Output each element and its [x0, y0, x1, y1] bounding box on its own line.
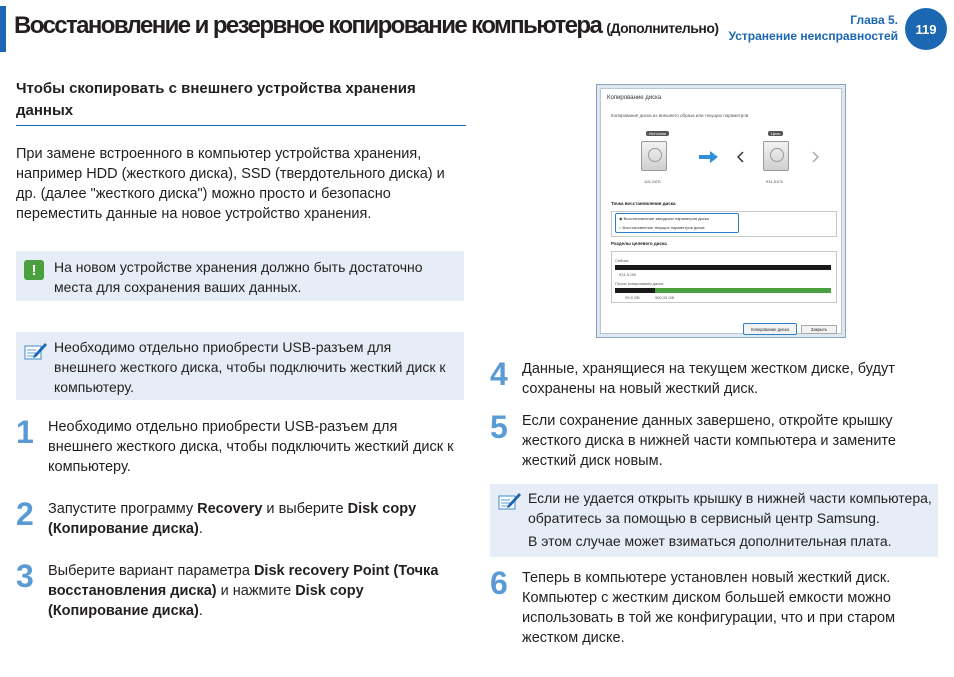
current-partition-bar — [615, 265, 831, 270]
step-2-number: 2 — [16, 496, 34, 532]
page-title-main: Восстановление и резервное копирование компьютера — [14, 12, 602, 39]
chapter-info — [729, 12, 898, 44]
close-button[interactable]: Закрыть — [801, 325, 837, 334]
chevron-left-icon[interactable] — [737, 151, 745, 163]
pencil-note-icon — [496, 490, 522, 512]
partitions-panel — [611, 251, 837, 303]
step-6-text: Теперь в компьютере установлен новый жесткий диск. Компьютер с жестким диском большей емкости можно использовать в той же конфигурации, что и при старом жестком диске. — [522, 570, 896, 646]
window-title: Копирование диска — [607, 95, 662, 101]
caution-box — [16, 251, 464, 301]
window-description: Копирование диска из внешнего образа или текущих параметров — [611, 113, 749, 118]
intro-paragraph: При замене встроенного в компьютер устройства хранения, например HDD (жесткого диска), SSD (твердотельного диска) и др. (далее "жесткого диска") можно просто и безопасно переместить данные на новое устройство хранения. — [16, 146, 445, 222]
note-box-2 — [490, 484, 938, 557]
page-number-badge: 119 — [905, 8, 947, 50]
current-label: Сейчас — [615, 258, 629, 263]
restore-option-current[interactable]: ○ Восстановление текущих параметров диска — [619, 225, 705, 230]
step-6-number: 6 — [490, 565, 508, 601]
step-1-number: 1 — [16, 414, 34, 450]
step-5-number: 5 — [490, 409, 508, 445]
note-box — [16, 332, 464, 400]
chevron-right-icon[interactable] — [811, 151, 819, 163]
chapter-name: Устранение неисправностей — [728, 29, 898, 43]
step-4-number: 4 — [490, 356, 508, 392]
step-4-text: Данные, хранящиеся на текущем жестком диске, будут сохранены на новый жесткий диск. — [522, 361, 895, 397]
disk-copy-window — [600, 88, 842, 334]
target-label: Цель — [768, 131, 783, 136]
page-title-sub: (Дополнительно) — [606, 20, 719, 36]
step-3-text: Выберите вариант параметра Disk recovery Point (Точка восстановления диска) и нажмите Disk copy (Копирование диска). — [48, 563, 439, 619]
disk-copy-screenshot — [596, 84, 846, 338]
source-disk-icon — [641, 141, 667, 171]
after-size-1: 29,9 GB — [625, 295, 640, 300]
after-label: После копирования диска — [615, 281, 664, 286]
pencil-note-icon — [22, 340, 48, 362]
header-accent-bar — [0, 6, 6, 52]
caution-text: На новом устройстве хранения должно быть достаточно места для сохранения ваших данных. — [54, 259, 423, 295]
step-5-text: Если сохранение данных завершено, откройте крышку жесткого диска в нижней части компьютера и замените жесткий диск новым. — [522, 413, 896, 469]
chapter-number: Глава 5. — [850, 13, 898, 27]
step-3-number: 3 — [16, 558, 34, 594]
current-size: 931,5 GB — [619, 272, 636, 277]
target-size: 931,51ГБ — [766, 179, 784, 184]
after-size-2: 900,33 GB — [655, 295, 675, 300]
step-1-text: Необходимо отдельно приобрести USB-разъем для внешнего жесткого диска, чтобы подключить жесткий диск к компьютеру. — [48, 419, 454, 475]
note-2-line-1: Если не удается открыть крышку в нижней части компьютера, обратитесь за помощью в сервисный центр Samsung. — [528, 490, 932, 526]
restore-point-title: Точка восстановления диска — [611, 201, 676, 206]
note-text: Необходимо отдельно приобрести USB-разъем для внешнего жесткого диска, чтобы подключить жесткий диск к компьютеру. — [54, 339, 446, 395]
arrow-right-icon — [699, 151, 719, 163]
source-label: Источник — [646, 131, 669, 136]
copy-disk-button[interactable]: Копирование диска — [743, 323, 797, 335]
source-size: 119,24ГБ — [644, 179, 661, 184]
section-title: Чтобы скопировать с внешнего устройства хранения данных — [16, 78, 466, 126]
partitions-title: Разделы целевого диска — [611, 241, 667, 246]
page-title — [14, 12, 719, 40]
note-2-line-2: В этом случае может взиматься дополнительная плата. — [528, 533, 892, 549]
after-partition-bar-system — [615, 288, 655, 293]
restore-option-factory[interactable]: ◉ Восстановление заводских параметров диска — [619, 216, 709, 221]
step-2-text: Запустите программу Recovery и выберите Disk copy (Копирование диска). — [48, 501, 417, 537]
target-disk-icon — [763, 141, 789, 171]
exclamation-icon: ! — [24, 260, 44, 280]
